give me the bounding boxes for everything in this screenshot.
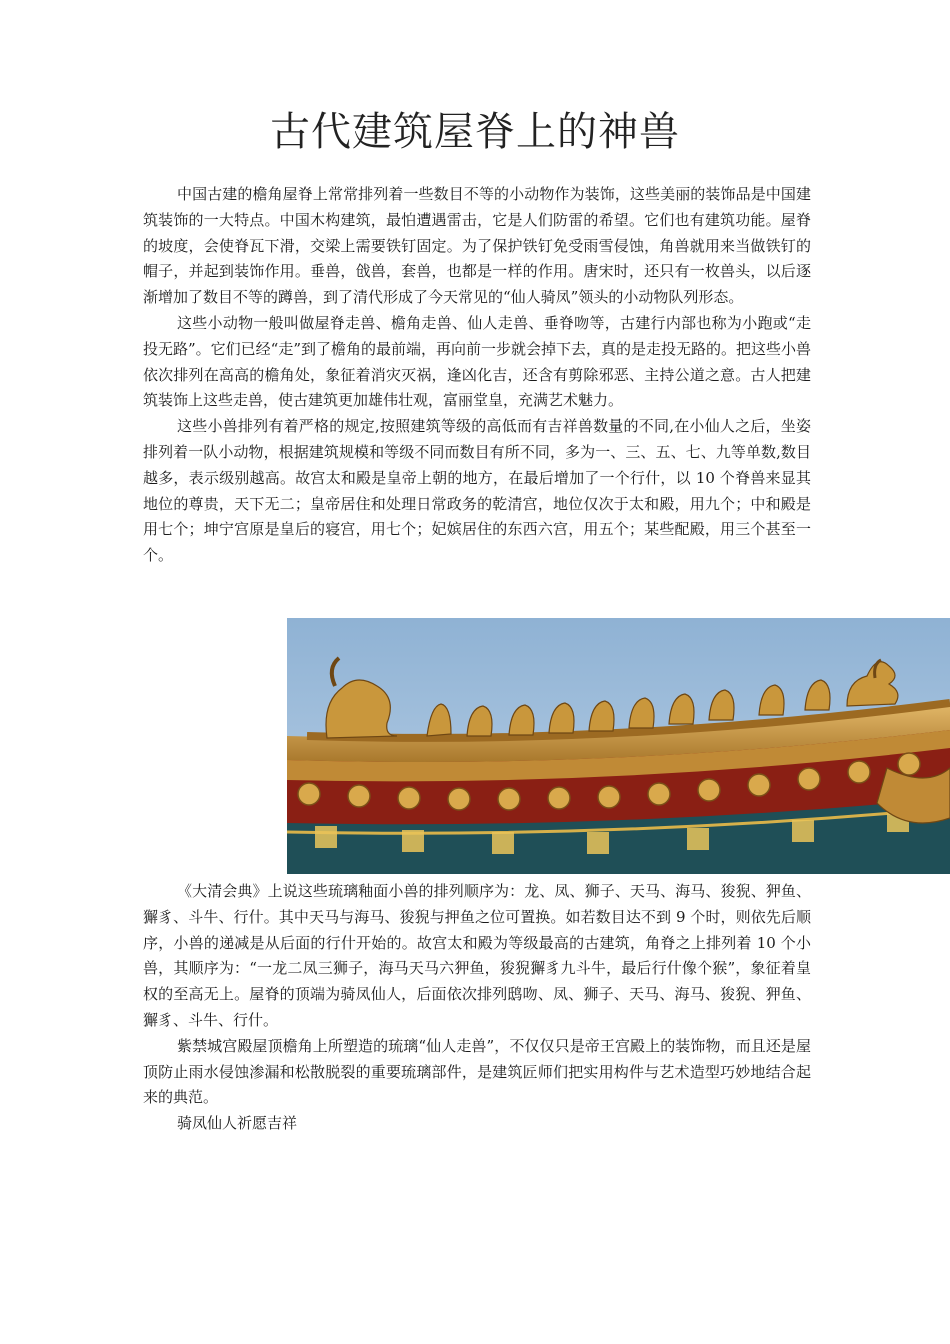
paragraph: 这些小兽排列有着严格的规定,按照建筑等级的高低而有吉祥兽数量的不同,在小仙人之后，坐姿排列着一队小动物，根据建筑规模和等级不同而数目有所不同，多为一、三、五、七、九等单数,数目越多，表示级别越高。故宫太和殿是皇帝上朝的地方，在最后增加了一个行什，以 10 个脊兽来显其地位的尊贵，天下无二；皇帝居住和处理日常政务的乾清宫，地位仅次于太和殿，用九个；中和殿是用七个；坤宁宫原是皇后的寝宫，用七个；妃嫔居住的东西六宫，用五个；某些配殿，用三个甚至一个。 (143, 417, 811, 565)
roof-ridge-beasts-photo (287, 618, 950, 874)
paragraph: 骑凤仙人祈愿吉祥 (177, 1114, 298, 1133)
paragraph: 这些小动物一般叫做屋脊走兽、檐角走兽、仙人走兽、垂脊吻等，古建行内部也称为小跑或“走投无路”。它们已经“走”到了檐角的最前端，再向前一步就会掉下去，真的是走投无路的。把这些小兽依次排列在高高的檐角处，象征着消灾灭祸，逢凶化吉，还含有剪除邪恶、主持公道之意。古人把建筑装饰上这些走兽，使古建筑更加雄伟壮观，富丽堂皇，充满艺术魅力。 (143, 313, 812, 410)
paragraph: 紫禁城宫殿屋顶檐角上所塑造的琉璃“仙人走兽”，不仅仅只是帝王宫殿上的装饰物，而且还是屋顶防止雨水侵蚀渗漏和松散脱裂的重要琉璃部件，是建筑匠师们把实用构件与艺术造型巧妙地结合起来的典范。 (143, 1036, 811, 1107)
paragraph: 中国古建的檐角屋脊上常常排列着一些数目不等的小动物作为装饰，这些美丽的装饰品是中国建筑装饰的一大特点。中国木构建筑，最怕遭遇雷击，它是人们防雷的希望。它们也有建筑功能。屋脊的坡度，会使脊瓦下滑，交梁上需要铁钉固定。为了保护铁钉免受雨雪侵蚀，角兽就用来当做铁钉的帽子，并起到装饰作用。垂兽，戗兽，套兽，也都是一样的作用。唐宋时，还只有一枚兽头，以后逐渐增加了数目不等的蹲兽，到了清代形成了今天常见的“仙人骑凤”领头的小动物队列形态。 (143, 185, 811, 307)
article-body-top (143, 182, 811, 569)
article-body-bottom (143, 879, 811, 1137)
page-title: 古代建筑屋脊上的神兽 (270, 109, 680, 155)
paragraph: 《大清会典》上说这些琉璃釉面小兽的排列顺序为：龙、凤、狮子、天马、海马、狻猊、狎鱼、獬豸、斗牛、行什。其中天马与海马、狻猊与押鱼之位可置换。如若数目达不到 9 个时，则依先后顺序，小兽的递减是从后面的行什开始的。故宫太和殿为等级最高的古建筑，角脊之上排列着 10 个小兽，其顺序为：“一龙二凤三狮子，海马天马六狎鱼，狻猊獬豸九斗牛，最后行什像个猴”，象征着皇权的至高无上。屋脊的顶端为骑凤仙人，后面依次排列鸱吻、凤、狮子、天马、海马、狻猊、狎鱼、獬豸、斗牛、行什。 (143, 882, 811, 1029)
